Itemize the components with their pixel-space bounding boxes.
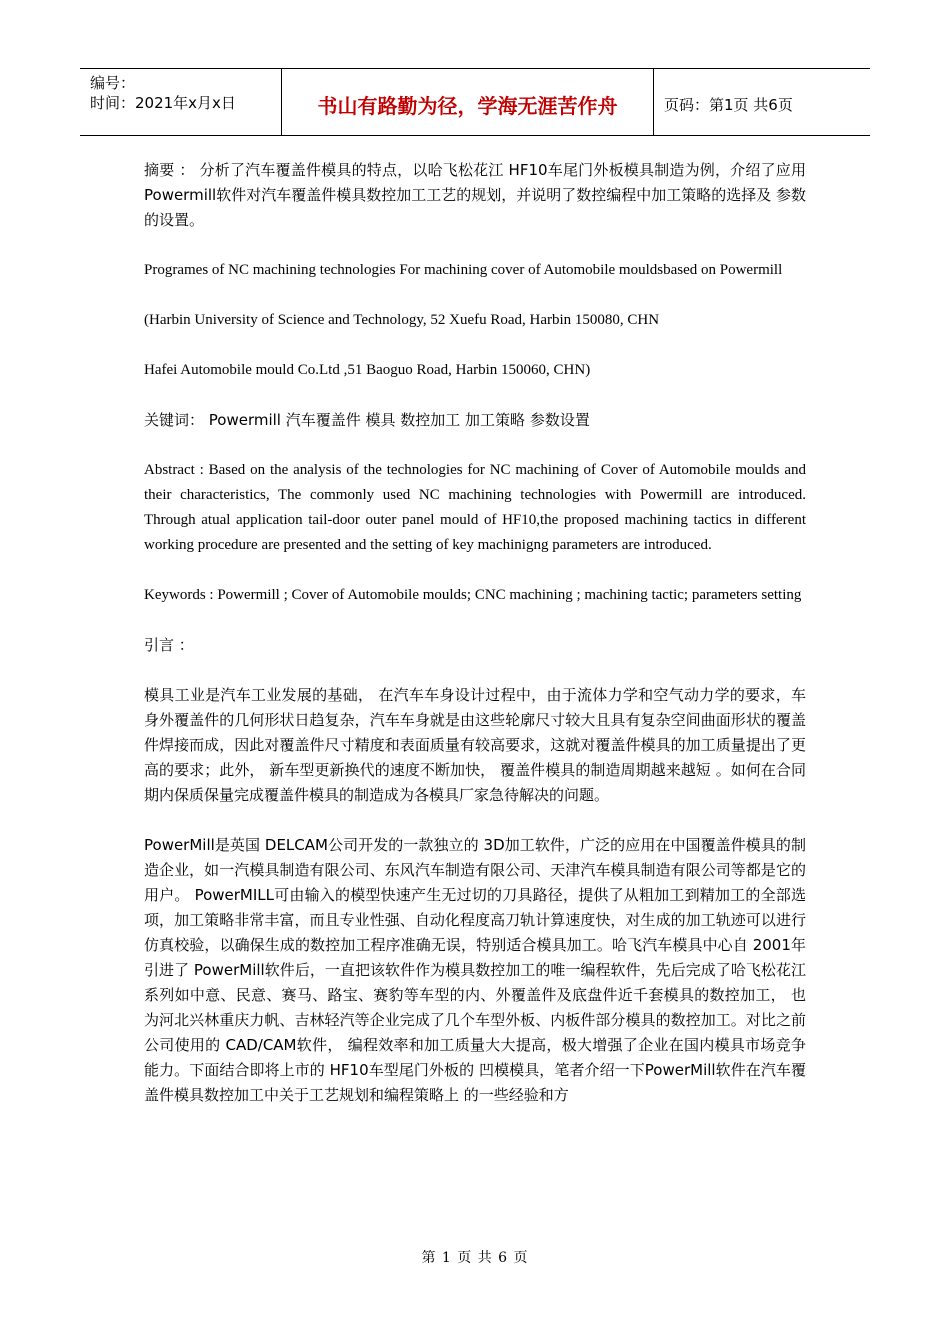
keywords-en: Keywords : Powermill ; Cover of Automobile moulds; CNC machining ; machining tactic; parameters setting [144, 587, 802, 603]
document-body [144, 158, 806, 1133]
intro-paragraph-1: 模具工业是汽车工业发展的基础， 在汽车车身设计过程中，由于流体力学和空气动力学的要求，车身外覆盖件的几何形状日趋复杂，汽车车身就是由这些轮廓尺寸较大且具有复杂空间曲面形状的覆盖件焊接而成，因此对覆盖件尺寸精度和表面质量有较高要求，这就对覆盖件模具的加工质量提出了更高的要求；此外， 新车型更新换代的速度不断加快， 覆盖件模具的制造周期越来越短 。如何在合同期内保质保量完成覆盖件模具的制造成为各模具厂家急待解决的问题。 [144, 686, 806, 804]
intro-paragraph-2: PowerMill是英国 DELCAM公司开发的一款独立的 3D加工软件，广泛的应用在中国覆盖件模具的制造企业，如一汽模具制造有限公司、东风汽车制造有限公司、天津汽车模具制造有限公司等都是它的用户。 PowerMILL可由输入的模型快速产生无过切的刀具路径，提供了从粗加工到精加工的全部选项，加工策略非常丰富，而且专业性强、自动化程度高刀轨计算速度快，对生成的加工轨迹可以进行仿真校验，以确保生成的数控加工程序准确无误，特别适合模具加工。哈飞汽车模具中心自 2001年引进了 PowerMill软件后，一直把该软件作为模具数控加工的唯一编程软件，先后完成了哈飞松花江系列如中意、民意、赛马、路宝、赛豹等车型的内、外覆盖件及底盘件近千套模具的数控加工， 也为河北兴林重庆力帆、吉林轻汽等企业完成了几个车型外板、内板件部分模具的数控加工。对比之前公司使用的 CAD/CAM软件， 编程效率和加工质量大大提高，极大增强了企业在国内模具市场竞争能力。下面结合即将上市的 HF10车型尾门外板的 凹模模具，笔者介绍一下PowerMill软件在汽车覆盖件模具数控加工中关于工艺规划和编程策略上 的一些经验和方 [144, 836, 806, 1104]
time-label: 时间：2021年x月x日 [90, 94, 236, 112]
header-page-info: 页码：第1页 共6页 [664, 95, 793, 114]
english-title: Programes of NC machining technologies For machining cover of Automobile mouldsbased on Powermill [144, 262, 783, 278]
abstract-en: Abstract : Based on the analysis of the technologies for NC machining of Cover of Automobile moulds and their characteristics, The commonly used NC machining technologies with Powermill are introduced. Through atual application tail-door outer panel mould of HF10,the proposed machining tactics in different working procedure are presented and the setting of key machinigng parameters are introduced. [144, 462, 806, 553]
affiliation-2: Hafei Automobile mould Co.Ltd ,51 Baoguo Road, Harbin 150060, CHN) [144, 362, 591, 378]
keywords-cn: 关键词： Powermill 汽车覆盖件 模具 数控加工 加工策略 参数设置 [144, 411, 590, 429]
serial-label: 编号： [90, 74, 136, 92]
introduction-heading: 引言 ： [144, 636, 194, 654]
header-meta [80, 69, 282, 135]
page-footer: 第 1 页 共 6 页 [421, 1250, 529, 1266]
header-motto: 书山有路勤为径，学海无涯苦作舟 [282, 69, 654, 135]
affiliation-1: (Harbin University of Science and Technology, 52 Xuefu Road, Harbin 150080, CHN [144, 312, 660, 328]
abstract-cn: 摘要 ： 分析了汽车覆盖件模具的特点，以哈飞松花江 HF10车尾门外板模具制造为例，介绍了应用 Powermill软件对汽车覆盖件模具数控加工工艺的规划，并说明了数控编程中加工策略的选择及 参数的设置。 [144, 161, 806, 229]
page-header [80, 68, 870, 136]
